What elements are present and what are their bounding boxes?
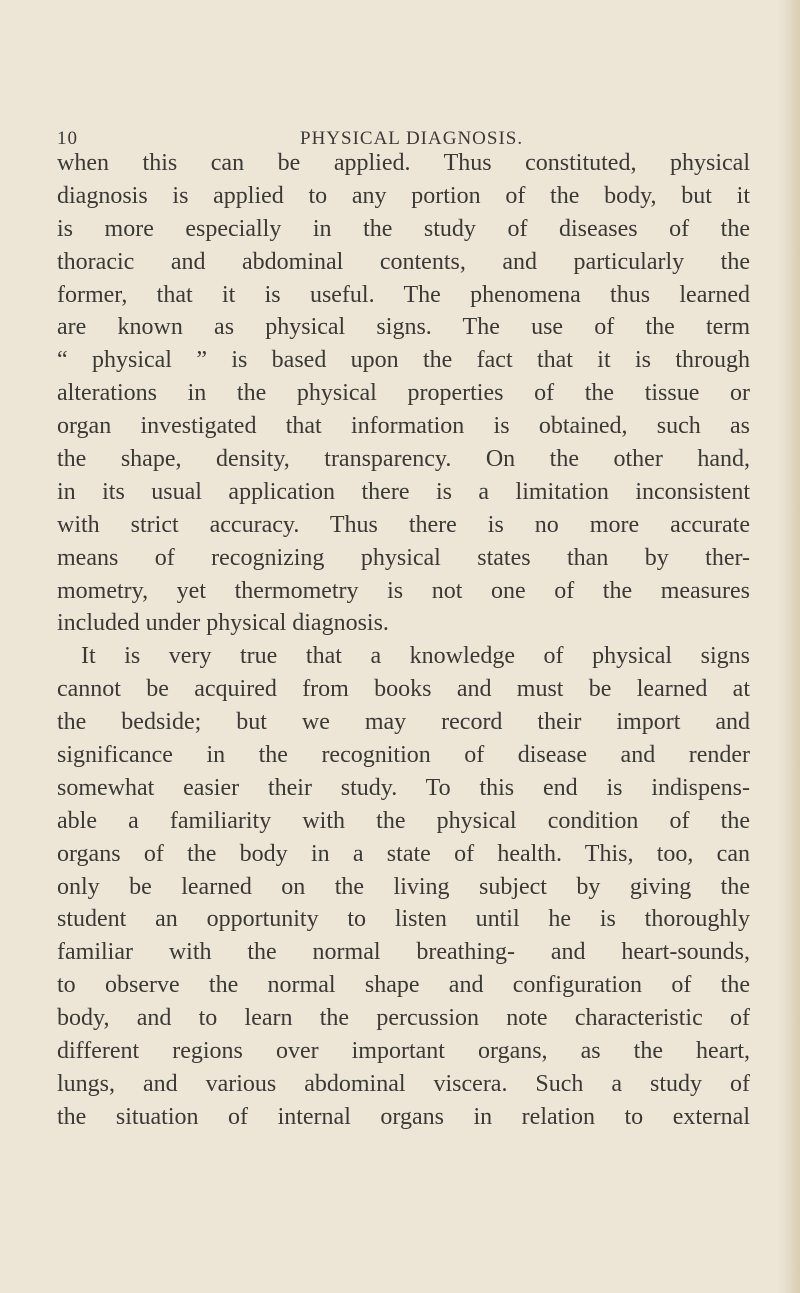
line-text: with strict accuracy. Thus there is no more accurate xyxy=(57,511,750,538)
text-line xyxy=(57,1002,750,1035)
text-line xyxy=(57,640,750,673)
line-text: diagnosis is applied to any portion of the body, but it xyxy=(57,182,750,209)
line-text: lungs, and various abdominal viscera. Such a study of xyxy=(57,1070,750,1097)
line-text: organs of the body in a state of health. This, too, can xyxy=(57,840,750,867)
text-line xyxy=(57,410,750,443)
line-text: means of recognizing physical states than by ther- xyxy=(57,544,750,571)
text-line xyxy=(57,739,750,772)
text-line xyxy=(57,673,750,706)
line-text: the shape, density, transparency. On the other hand, xyxy=(57,446,750,473)
line-text: thoracic and abdominal contents, and particularly the xyxy=(57,248,750,275)
text-line xyxy=(57,936,750,969)
line-text: only be learned on the living subject by giving the xyxy=(57,873,750,900)
line-text: significance in the recognition of disease and render xyxy=(57,742,750,769)
line-text: familiar with the normal breathing- and heart-sounds, xyxy=(57,939,750,966)
text-line xyxy=(57,903,750,936)
line-text: to observe the normal shape and configuration of the xyxy=(57,972,750,999)
body-text xyxy=(57,147,750,1134)
text-line xyxy=(57,706,750,739)
running-title: PHYSICAL DIAGNOSIS. xyxy=(300,128,524,149)
line-text: “ physical ” is based upon the fact that it is through xyxy=(57,347,750,374)
text-line xyxy=(57,377,750,410)
text-line xyxy=(57,838,750,871)
line-text: somewhat easier their study. To this end is indispens- xyxy=(57,774,750,801)
text-line xyxy=(57,509,750,542)
line-text: the situation of internal organs in relation to external xyxy=(57,1103,750,1130)
line-text: in its usual application there is a limitation inconsistent xyxy=(57,478,750,505)
page-edge xyxy=(778,0,800,1293)
text-line xyxy=(57,246,750,279)
line-text: former, that it is useful. The phenomena thus learned xyxy=(57,281,750,308)
text-line xyxy=(57,443,750,476)
text-line xyxy=(57,1035,750,1068)
line-text: the bedside; but we may record their import and xyxy=(57,709,750,736)
text-line xyxy=(57,607,750,640)
line-text: cannot be acquired from books and must be learned at xyxy=(57,676,750,703)
line-text: It is very true that a knowledge of physical signs xyxy=(81,643,750,670)
text-line xyxy=(57,180,750,213)
text-line xyxy=(57,344,750,377)
text-line xyxy=(57,575,750,608)
text-line xyxy=(57,542,750,575)
line-text: are known as physical signs. The use of the term xyxy=(57,314,750,341)
text-line xyxy=(57,805,750,838)
text-line xyxy=(57,969,750,1002)
text-line xyxy=(57,311,750,344)
text-line xyxy=(57,871,750,904)
line-text: student an opportunity to listen until he is thoroughly xyxy=(57,906,750,933)
text-line xyxy=(57,1068,750,1101)
line-text: is more especially in the study of diseases of the xyxy=(57,215,750,242)
line-text: organ investigated that information is obtained, such as xyxy=(57,413,750,440)
text-line xyxy=(57,213,750,246)
text-line xyxy=(57,147,750,180)
text-line xyxy=(57,279,750,312)
text-line xyxy=(57,1101,750,1134)
page-number: 10 xyxy=(57,128,78,149)
line-text: different regions over important organs, as the heart, xyxy=(57,1038,750,1065)
text-line xyxy=(57,772,750,805)
line-text: mometry, yet thermometry is not one of the measures xyxy=(57,577,750,604)
line-text: included under physical diagnosis. xyxy=(57,610,389,637)
line-text: when this can be applied. Thus constituted, physical xyxy=(57,150,750,176)
line-text: able a familiarity with the physical condition of the xyxy=(57,807,750,834)
line-text: body, and to learn the percussion note characteristic of xyxy=(57,1005,750,1032)
line-text: alterations in the physical properties of the tissue or xyxy=(57,380,750,407)
text-line xyxy=(57,476,750,509)
